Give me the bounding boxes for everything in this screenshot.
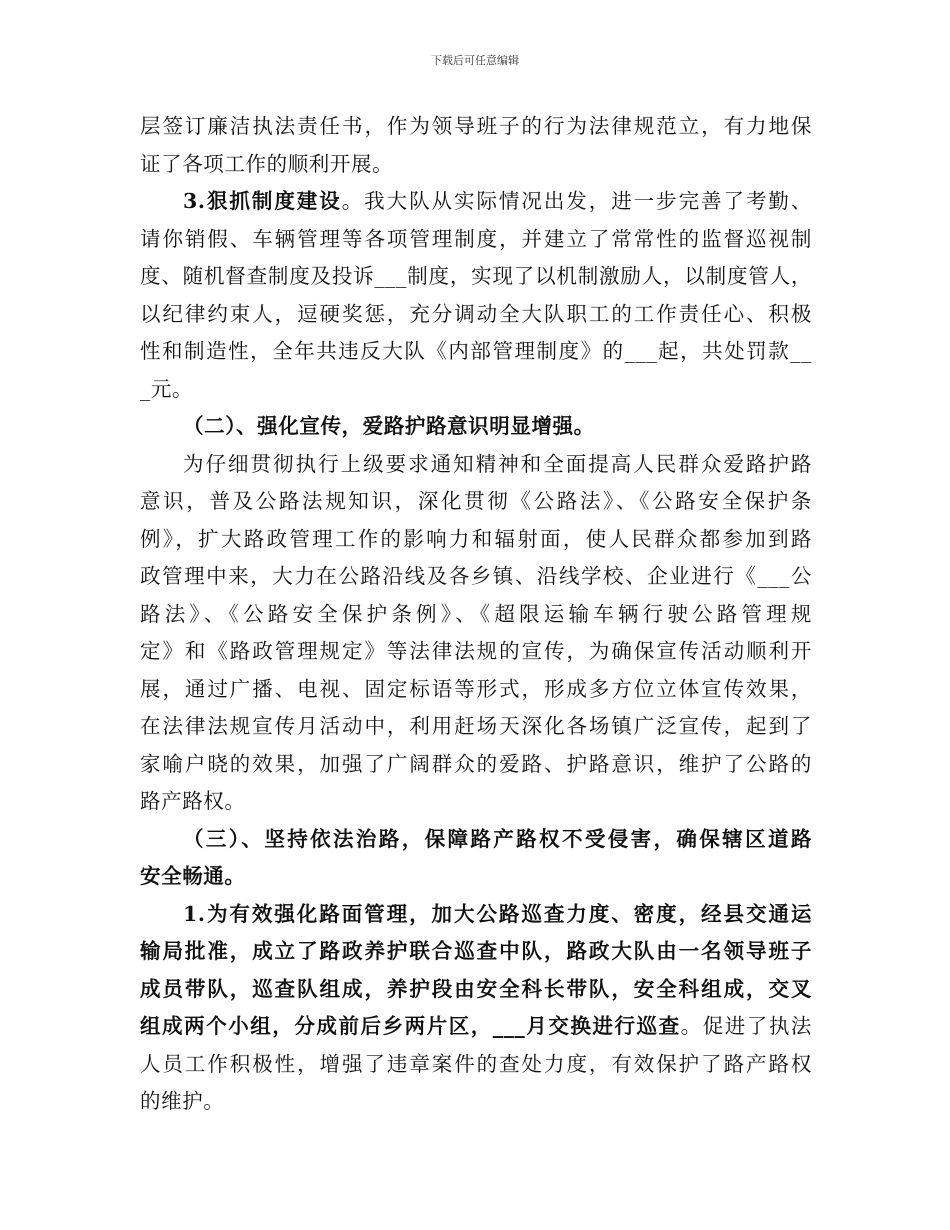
- text-line: [140, 371, 812, 409]
- text-line: [140, 521, 812, 559]
- text-segment: 证了各项工作的顺利开展。: [140, 151, 394, 176]
- text-segment: 1.为有效强化路面管理，加大公路巡查力度、密度，经县交通运: [183, 901, 812, 926]
- text-line: [140, 258, 812, 296]
- text-segment: 性和制造性，全年共违反大队《内部管理制度》的___起，共处罚款__: [140, 339, 812, 363]
- page-header: 下载后可任意编辑: [431, 54, 519, 67]
- text-segment: 家喻户晓的效果，加强了广阔群众的爱路、护路意识，维护了公路的: [140, 751, 812, 776]
- text-segment: 路产路权。: [140, 789, 246, 813]
- text-segment: （三）、坚持依法治路，保障路产路权不受侵害，确保辖区道路: [183, 826, 812, 851]
- text-segment: 度、随机督查制度及投诉___制度，实现了以机制激励人，以制度管人，: [140, 264, 812, 288]
- section-heading: [140, 858, 812, 896]
- text-segment: 的维护。: [140, 1089, 225, 1113]
- text-line: [140, 146, 812, 184]
- text-line: [140, 108, 812, 146]
- text-line: [140, 483, 812, 521]
- text-line: [140, 558, 812, 596]
- text-segment: 请你销假、车辆管理等各项管理制度，并建立了常常性的监督巡视制: [140, 226, 812, 251]
- text-line: [140, 1008, 812, 1046]
- text-line: [140, 633, 812, 671]
- text-line: [140, 333, 812, 371]
- text-segment: 。我大队从实际情况出发，进一步完善了考勤、: [341, 189, 812, 213]
- text-segment: 层签订廉洁执法责任书，作为领导班子的行为法律规范立，有力地保: [140, 114, 812, 138]
- text-segment: 政管理中来，大力在公路沿线及各乡镇、沿线学校、企业进行《___公: [140, 564, 812, 588]
- text-line: [140, 933, 812, 971]
- text-line: [140, 1083, 812, 1121]
- text-segment: 展，通过广播、电视、固定标语等形式，形成多方位立体宣传效果，: [140, 676, 812, 701]
- text-line: [140, 446, 812, 484]
- text-segment: 意识，普及公路法规知识，深化贯彻《公路法》、《公路安全保护条: [140, 489, 812, 513]
- text-line: [140, 746, 812, 784]
- text-line: [140, 596, 812, 634]
- text-segment: 输局批准，成立了路政养护联合巡查中队，路政大队由一名领导班子: [140, 939, 812, 963]
- text-segment: 。促进了执法: [680, 1014, 812, 1038]
- text-line: [140, 221, 812, 259]
- text-segment: （二）、强化宣传，爱路护路意识明显增强。: [183, 414, 595, 438]
- text-segment: 路法》、《公路安全保护条例》、《超限运输车辆行驶公路管理规: [140, 601, 812, 626]
- text-line: [140, 783, 812, 821]
- text-segment: 例》，扩大路政管理工作的影响力和辐射面，使人民群众都参加到路: [140, 526, 812, 551]
- text-line: [140, 671, 812, 709]
- text-segment: 安全畅通。: [140, 864, 246, 888]
- section-heading: 3.狠抓制度建设: [183, 189, 342, 213]
- document-body: [140, 108, 812, 1121]
- section-heading: [140, 821, 812, 859]
- text-line: [140, 896, 812, 934]
- text-segment: 组成两个小组，分成前后乡两片区，___月交换进行巡查: [140, 1014, 681, 1038]
- text-segment: 成员带队，巡查队组成，养护段由安全科长带队，安全科组成，交叉: [140, 976, 812, 1001]
- text-segment: 定》和《路政管理规定》等法律法规的宣传，为确保宣传活动顺利开: [140, 639, 812, 663]
- text-line: [140, 708, 812, 746]
- section-heading: [140, 408, 812, 446]
- text-segment: _元。: [140, 376, 194, 401]
- text-segment: 在法律法规宣传月活动中，利用赶场天深化各场镇广泛宣传，起到了: [140, 714, 812, 738]
- text-segment: 为仔细贯彻执行上级要求通知精神和全面提高人民群众爱路护路: [183, 451, 812, 476]
- text-line: [140, 1046, 812, 1084]
- text-segment: 以纪律约束人，逗硬奖惩，充分调动全大队职工的工作责任心、积极: [140, 301, 812, 326]
- text-segment: 人员工作积极性，增强了违章案件的查处力度，有效保护了路产路权: [140, 1051, 812, 1076]
- text-line: [140, 183, 812, 221]
- text-line: [140, 296, 812, 334]
- text-line: [140, 971, 812, 1009]
